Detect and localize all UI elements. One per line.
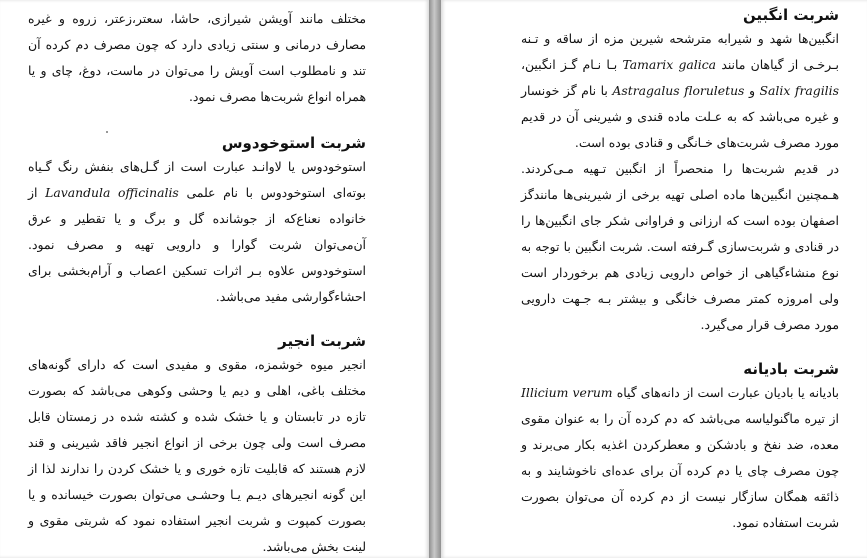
section-body-angabin-2: در قدیم شربت‌ها را منحصراً از انگبین تـهیه مـی‌کردند. هـمچنین انگبین‌ها ماده اصلی تهیه برخی از شیرینی‌ها مانندگز اصفهان بوده است که ارزانی و فراوانی شکر جای انگبین‌ها را در قنادی و شربت‌سازی گـرفته است. شربت انگبین با توجه به نوع منشاءگیاهی از خواص دارویی زیادی هم برخوردار است ولی امروزه کمتر مصرف خانگی و بیشتر بـه جـهت دارویی مورد مصرف قرار می‌گیرد. [521, 161, 839, 332]
page-gutter [429, 0, 441, 558]
section-body-angabin-1 [521, 26, 839, 156]
section-title-anjir: شربت انجیر [278, 332, 366, 350]
section-body-anjir: انجیر میوه خوشمزه، مقوی و مفیدی است که دارای گونه‌های مختلف باغی، اهلی و دیم یا وحشی وکوهی می‌باشد که بصورت تازه در تابستان و یا خشک شده و کشته شده در زمستان قابل مصرف است ولی چون برخی از انواع انجیر فاقد شیرینی و قند لازم هستند که قابلیت تازه خوری و یا خشک کردن را ندارند لذا از این گونه انجیرهای دیـم یـا وحشـی می‌توان بصورت خیسانده و یا بصورت کمپوت و شربت انجیر استفاده نمود که شربتی مقوی و لینت بخش می‌باشد. [28, 357, 366, 554]
scientific-name: Lavandula officinalis [45, 185, 179, 200]
right-page [441, 0, 867, 558]
left-page [0, 0, 429, 558]
body-text: انگبین‌ها شهد و شیرابه مترشحه شیرین مزه از ساقه و تـنه بـرخـی از گیاهان مانند [521, 31, 839, 72]
scientific-name: Salix fragilis [759, 83, 839, 98]
body-text: و [748, 83, 755, 98]
section-body-ostokhodous [28, 154, 366, 310]
body-text: با نام گز خونسار و غیره می‌باشد که به عـلت ماده قندی و شیرینی آن در قدیم مورد مصرف شربت‌های خـانگی و قنادی بوده است. [521, 83, 839, 150]
scientific-name: Illicium verum [521, 385, 613, 400]
scientific-name: Tamarix galica [622, 57, 717, 72]
scientific-name: Astragalus floruletus [612, 83, 745, 98]
body-text: از خانواده نعناع‌که از جوشانده گل و برگ و یا تقطیر و عرق آن‌می‌توان شربت گوارا و دارویی تهیه و مصرف نمود. استوخودوس علاوه بـر اثرات تسکین اعصاب و آرام‌بخشی برای احشاءگوارشی مفید می‌باشد. [28, 185, 366, 304]
section-title-ostokhodous: شربت استوخودوس [221, 134, 366, 152]
section-title-badiyaneh: شربت بادیانه [743, 360, 839, 378]
scan-speck [106, 131, 108, 133]
body-text: استوخودوس یا لاوانـد عبارت است از گـل‌های بنفش رنگ گـیاه بوته‌ای استوخودوس با نام علمی [28, 159, 366, 200]
section-body-badiyaneh [521, 380, 839, 536]
intro-paragraph: مختلف مانند آویشن شیرازی، حاشا، سعتر،زعتر، زروه و غیره مصارف درمانی و سنتی زیادی دارد که چون مصرف دم کرده آن تند و نامطلوب است آویش را می‌توان در ماست، دوغ، چای و یا همراه انواع شربت‌ها مصرف نمود. [28, 11, 366, 104]
left-page-column [28, 6, 366, 558]
section-title-angabin: شربت انگبین [742, 6, 839, 24]
body-text: بـا نـام گـز انگبین، [521, 57, 618, 72]
body-text: از تیره ماگنولیاسه می‌باشد که دم کرده آن را به عنوان مقوی معده، ضد نفخ و بادشکن و معطرکردن اغذیه بکار می‌برند و چون مصرف چای یا دم کرده آن برای عده‌ای ناخوشایند و به ذائقه همگان سازگار نیست از دم کرده آن می‌توان بصورت شربت استفاده نمود. [521, 411, 839, 530]
body-text: بادیانه یا بادیان عبارت است از دانه‌های گیاه [616, 385, 839, 400]
right-page-column [521, 4, 839, 536]
